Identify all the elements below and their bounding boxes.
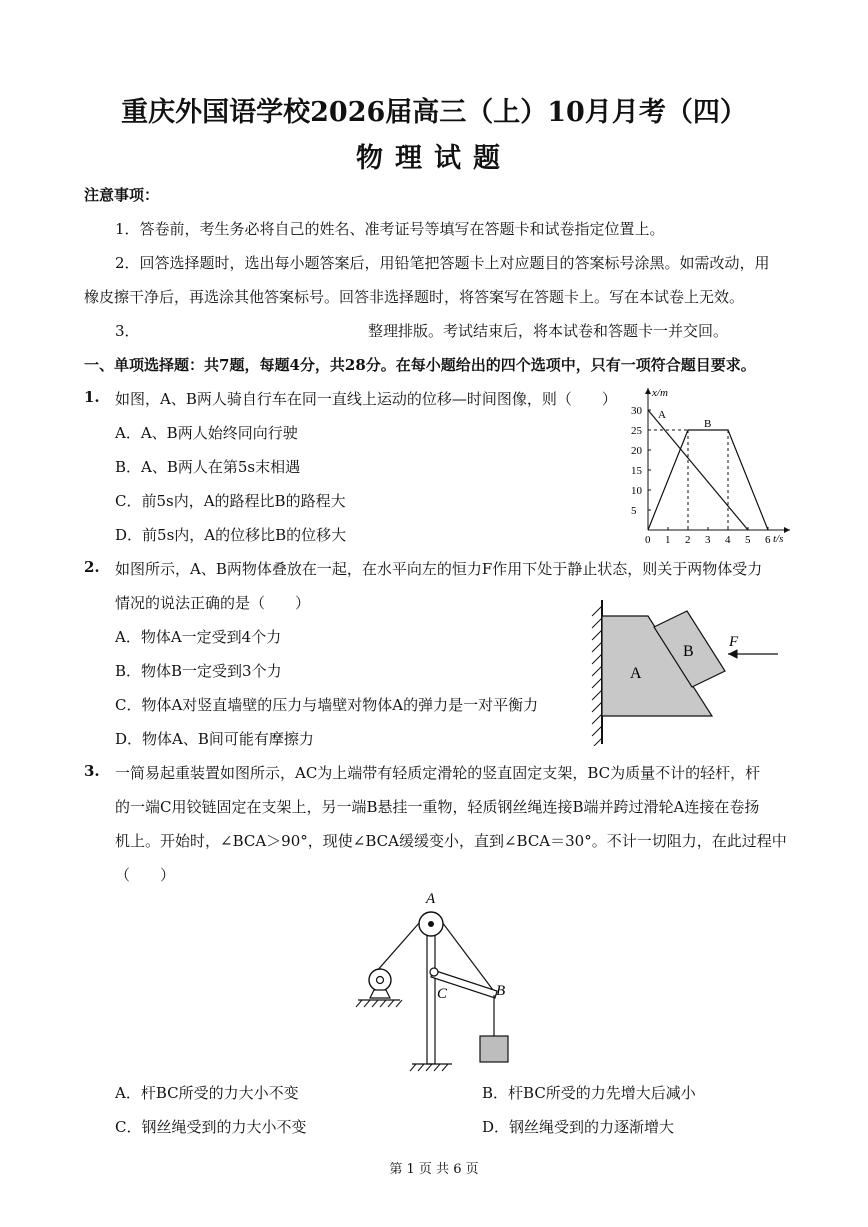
label-a: A	[426, 891, 436, 907]
q1-number: 1.	[84, 388, 100, 406]
x-tick-label: 0	[645, 534, 651, 546]
q2-number: 2.	[84, 558, 100, 576]
block-b-label: B	[683, 643, 694, 660]
label-c: C	[437, 986, 448, 1002]
notice-item-3-text: 整理排版。考试结束后，将本试卷和答题卡一并交回。	[368, 322, 729, 340]
section-1-heading: 一、单项选择题：共7题，每题4分，共28分。在每小题给出的四个选项中，只有一项符合题目要求。	[84, 356, 756, 374]
q3-stem-line-1: 一简易起重装置如图所示，AC为上端带有轻质定滑轮的竖直固定支架，BC为质量不计的轻杆，杆	[115, 764, 761, 782]
winch-base	[370, 990, 390, 998]
rope-winch-to-a	[376, 922, 420, 972]
notice-item-2-line-1: 2．回答选择题时，选出每小题答案后，用铅笔把答题卡上对应题目的答案标号涂黑。如需改动，用	[115, 254, 770, 272]
hinge-c	[430, 968, 438, 976]
exam-title: 重庆外国语学校2026届高三（上）10月月考（四）	[121, 97, 747, 128]
q1-stem: 如图，A、B两人骑自行车在同一直线上运动的位移—时间图像，则（ ）	[115, 390, 617, 408]
q1-option-a: A．A、B两人始终同向行驶	[115, 424, 298, 442]
y-tick-label: 15	[631, 465, 642, 477]
q1-chart-grid	[648, 430, 728, 530]
q2-stem-line-1: 如图所示，A、B两物体叠放在一起，在水平向左的恒力F作用下处于静止状态，则关于两物体受力	[115, 560, 763, 578]
notice-item-2-line-2: 橡皮擦干净后，再选涂其他答案标号。回答非选择题时，将答案写在答题卡上。写在本试卷上无效。	[84, 288, 745, 306]
y-tick-label: 5	[631, 505, 637, 517]
label-b: B	[496, 983, 506, 999]
series-a-line	[648, 410, 748, 530]
q3-stem-line-3: 机上。开始时，∠BCA＞90°，现使∠BCA缓缓变小，直到∠BCA＝30°。不计一切阻力，在此过程中	[115, 832, 787, 850]
y-tick-label: 10	[631, 485, 642, 497]
q3-option-a: A．杆BC所受的力大小不变	[115, 1084, 299, 1102]
x-axis-label: t/s	[773, 533, 784, 545]
x-tick-label: 1	[665, 534, 671, 546]
q2-option-b: B．物体B一定受到3个力	[115, 662, 282, 680]
y-axis-label: x/m	[652, 387, 668, 399]
q3-stem-line-2: 的一端C用铰链固定在支架上，另一端B悬挂一重物，轻质钢丝绳连接B端并跨过滑轮A连接在卷扬	[115, 798, 760, 816]
series-b-line	[648, 430, 768, 530]
y-tick-label: 20	[631, 445, 642, 457]
exam-subtitle: 物理试题	[356, 143, 512, 174]
q2-option-a: A．物体A一定受到4个力	[115, 628, 282, 646]
q1-option-c: C．前5s内，A的路程比B的路程大	[115, 492, 346, 510]
x-tick-label: 6	[765, 534, 771, 546]
x-tick-label: 5	[745, 534, 751, 546]
q3-option-b: B．杆BC所受的力先增大后减小	[482, 1084, 696, 1102]
weight	[480, 1036, 508, 1062]
x-tick-label: 2	[685, 534, 691, 546]
q1-option-d: D．前5s内，A的位移比B的位移大	[115, 526, 347, 544]
q2-option-c: C．物体A对竖直墙壁的压力与墙壁对物体A的弹力是一对平衡力	[115, 696, 539, 714]
q3-option-d: D．钢丝绳受到的力逐渐增大	[482, 1118, 675, 1136]
series-b-label: B	[704, 418, 712, 430]
notice-item-3-number: 3．	[115, 322, 140, 340]
page-footer: 第 1 页 共 6 页	[389, 1162, 479, 1177]
support-post-ac	[427, 924, 435, 1064]
notice-heading: 注意事项：	[84, 186, 160, 204]
q3-crane-figure	[350, 888, 530, 1074]
x-tick-label: 3	[705, 534, 711, 546]
q2-stem-line-2: 情况的说法正确的是（ ）	[115, 594, 311, 612]
wall-hatching	[592, 606, 602, 746]
q1-xt-chart	[620, 380, 796, 548]
q1-option-b: B．A、B两人在第5s末相遇	[115, 458, 301, 476]
q2-figure	[586, 598, 786, 746]
q3-number: 3.	[84, 762, 100, 780]
q2-option-d: D．物体A、B间可能有摩擦力	[115, 730, 314, 748]
x-tick-label: 4	[725, 534, 731, 546]
notice-item-1: 1．答卷前，考生务必将自己的姓名、准考证号等填写在答题卡和试卷指定位置上。	[115, 220, 665, 238]
force-f-label: F	[729, 634, 739, 650]
y-tick-label: 25	[631, 425, 642, 437]
series-a-label: A	[658, 409, 666, 421]
y-tick-label: 30	[631, 405, 642, 417]
q3-stem-line-4: （ ）	[115, 866, 176, 884]
q3-option-c: C．钢丝绳受到的力大小不变	[115, 1118, 307, 1136]
block-a-label: A	[630, 665, 642, 682]
